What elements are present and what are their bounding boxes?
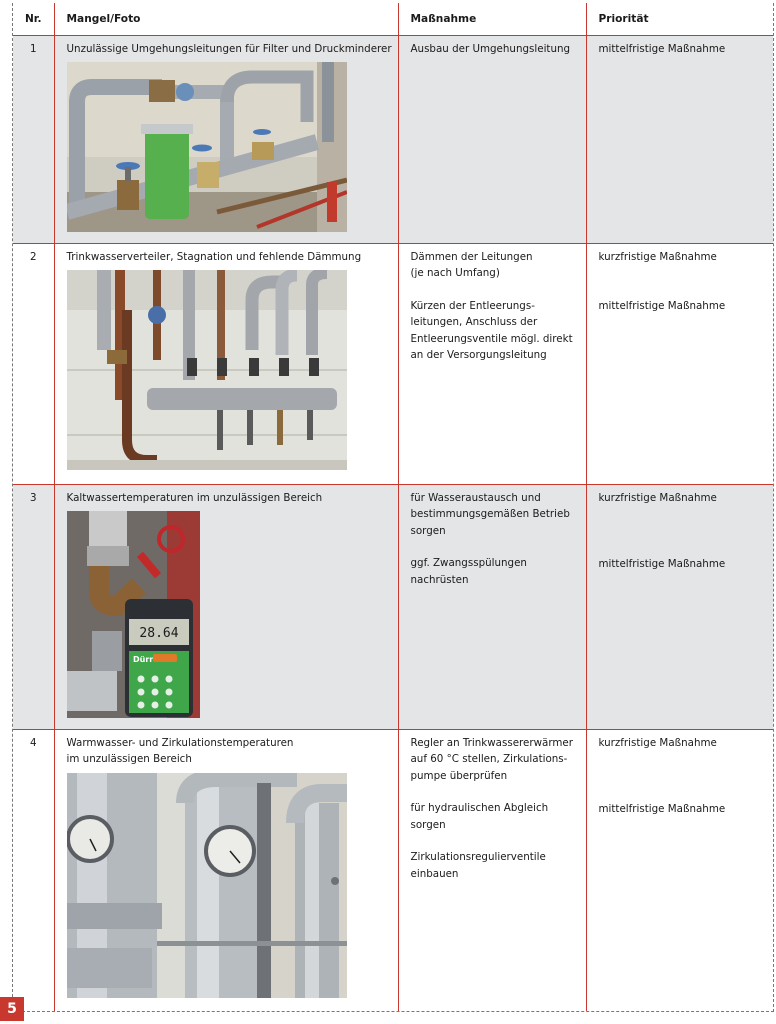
table-row bbox=[13, 35, 773, 243]
row-mangel bbox=[54, 484, 398, 729]
massnahme-line: Kürzen der Entleerungs- bbox=[410, 299, 535, 312]
massnahme-line: für Wasseraustausch und bbox=[410, 491, 541, 504]
row-mangel bbox=[54, 243, 398, 484]
display-reading: 28.64 bbox=[138, 626, 179, 641]
mangel-text-line: im unzulässigen Bereich bbox=[66, 753, 192, 765]
massnahme-line: ggf. Zwangsspülungen bbox=[410, 557, 527, 569]
row-mangel bbox=[54, 35, 398, 243]
table-row bbox=[13, 729, 773, 1011]
row-number: 2 bbox=[13, 243, 54, 484]
prioritaet-line: mittelfristige Maßnahme bbox=[598, 803, 726, 815]
page-number: 5 bbox=[0, 997, 24, 1021]
prioritaet-line: mittelfristige Maßnahme bbox=[598, 558, 726, 570]
row-prioritaet bbox=[586, 729, 773, 1011]
prioritaet-line: kurzfristige Maßnahme bbox=[598, 250, 717, 263]
massnahme-line: Zirkulationsregulierventile bbox=[410, 851, 546, 863]
massnahme-line: Ausbau der Umgehungsleitung bbox=[410, 42, 571, 55]
row-massnahme bbox=[398, 243, 586, 484]
photo-water-manifold bbox=[67, 270, 347, 470]
mangel-text-line: Warmwasser- und Zirkulationstemperaturen bbox=[66, 736, 294, 749]
prioritaet-line: kurzfristige Maßnahme bbox=[598, 736, 717, 749]
massnahme-line: nachrüsten bbox=[410, 573, 469, 586]
header-nr: Nr. bbox=[13, 3, 54, 35]
row-number: 3 bbox=[13, 484, 54, 729]
document-page bbox=[12, 3, 774, 1012]
prioritaet-line: kurzfristige Maßnahme bbox=[598, 491, 717, 504]
measures-table bbox=[13, 3, 773, 1011]
table-row bbox=[13, 243, 773, 484]
prioritaet-line: mittelfristige Maßnahme bbox=[598, 42, 726, 55]
massnahme-line: (je nach Umfang) bbox=[410, 267, 500, 279]
photo-hot-water-pipes bbox=[67, 773, 347, 998]
mangel-text: Trinkwasserverteiler, Stagnation und fehlende Dämmung bbox=[66, 250, 362, 263]
mangel-text: Unzulässige Umgehungsleitungen für Filter und Druckminderer bbox=[66, 42, 392, 55]
massnahme-line: an der Versorgungsleitung bbox=[410, 349, 547, 361]
massnahme-line: leitungen, Anschluss der bbox=[410, 316, 538, 328]
massnahme-line: einbauen bbox=[410, 867, 459, 880]
prioritaet-line: mittelfristige Maßnahme bbox=[598, 300, 726, 312]
table-row bbox=[13, 484, 773, 729]
massnahme-line: Entleerungsventile mögl. direkt bbox=[410, 332, 573, 345]
photo-thermometer-measurement bbox=[67, 511, 200, 718]
massnahme-line: auf 60 °C stellen, Zirkulations- bbox=[410, 753, 568, 765]
photo-bypass-pipes bbox=[67, 62, 347, 232]
massnahme-line: sorgen bbox=[410, 818, 446, 831]
massnahme-line: bestimmungsgemäßen Betrieb bbox=[410, 508, 570, 520]
row-number: 4 bbox=[13, 729, 54, 1011]
row-number: 1 bbox=[13, 35, 54, 243]
massnahme-line: Regler an Trinkwassererwärmer bbox=[410, 736, 573, 749]
header-prioritaet: Priorität bbox=[586, 3, 773, 35]
massnahme-line: pumpe überprüfen bbox=[410, 769, 508, 782]
row-prioritaet bbox=[586, 484, 773, 729]
massnahme-line: sorgen bbox=[410, 524, 446, 537]
row-massnahme bbox=[398, 35, 586, 243]
header-massnahme: Maßnahme bbox=[398, 3, 586, 35]
header-mangel: Mangel/Foto bbox=[54, 3, 398, 35]
massnahme-line: Dämmen der Leitungen bbox=[410, 250, 533, 263]
row-mangel bbox=[54, 729, 398, 1011]
mangel-text: Kaltwassertemperaturen im unzulässigen Bereich bbox=[66, 491, 323, 504]
massnahme-line: für hydraulischen Abgleich bbox=[410, 802, 549, 814]
row-prioritaet bbox=[586, 35, 773, 243]
row-massnahme bbox=[398, 729, 586, 1011]
table-header-row bbox=[13, 3, 773, 35]
row-prioritaet bbox=[586, 243, 773, 484]
row-massnahme bbox=[398, 484, 586, 729]
device-logo-text: Dürr bbox=[132, 655, 153, 664]
